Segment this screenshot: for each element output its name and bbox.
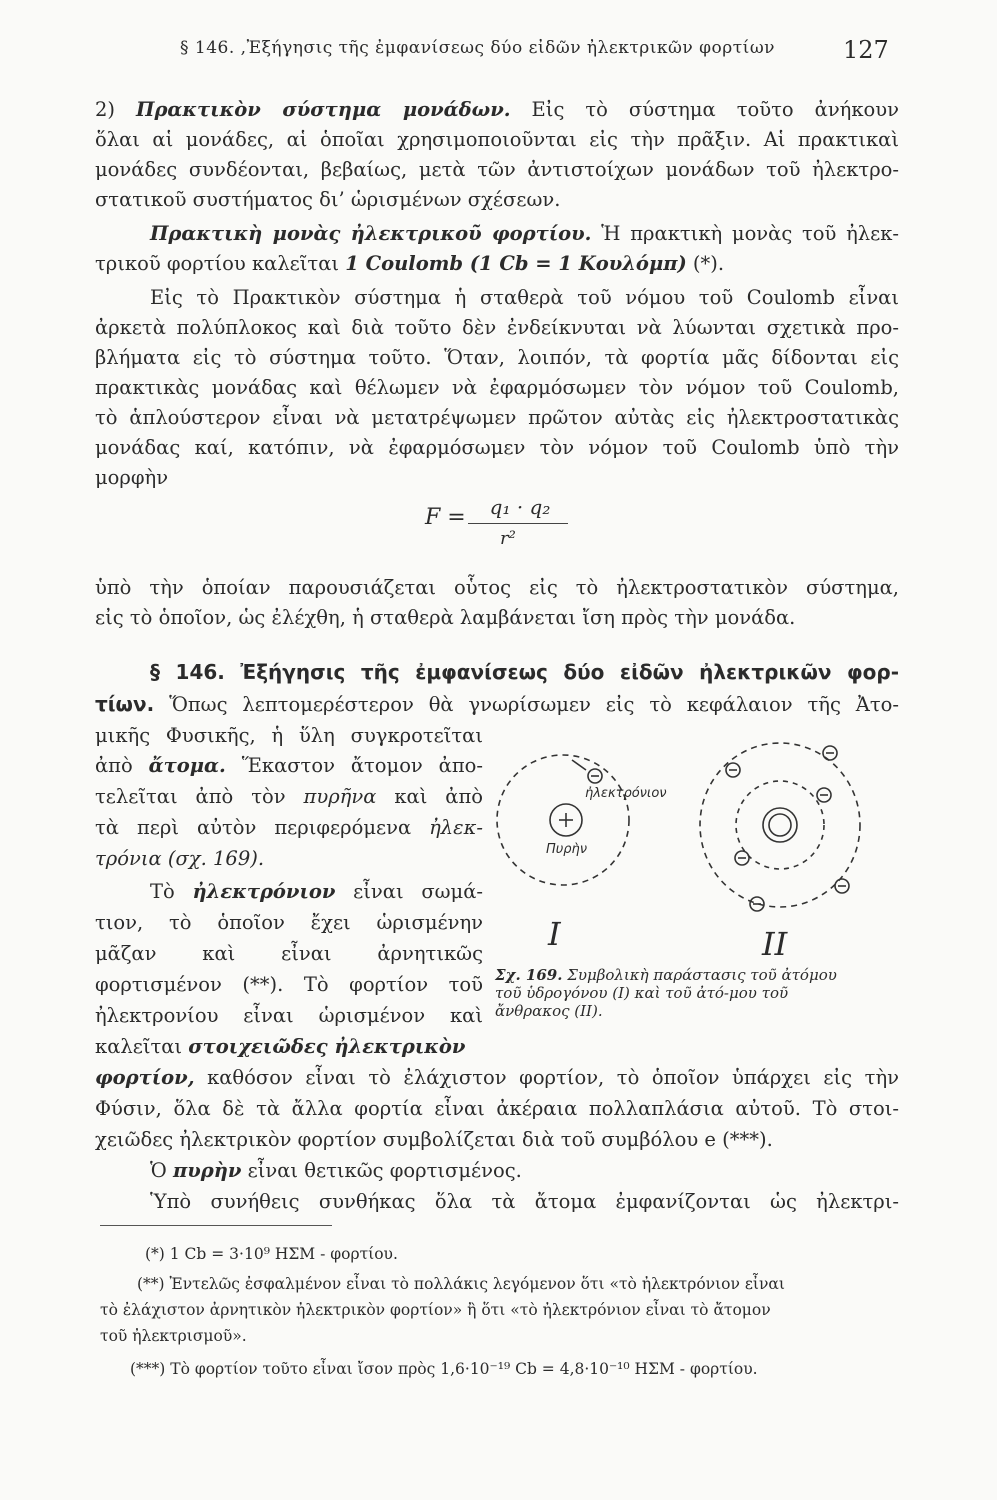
footnote-rule <box>100 1225 332 1226</box>
text-line: τρόνια (σχ. 169). <box>95 847 265 870</box>
text-line: φορτισμένον (**). Τὸ φορτίον τοῦ <box>95 973 483 996</box>
nucleus-II <box>763 808 797 842</box>
text-line: Φύσιν, ὅλα δὲ τὰ ἄλλα φορτία εἶναι ἀκέραια πολλαπλάσια αὐτοῦ. Τὸ στοι- <box>95 1097 899 1120</box>
running-header: § 146. ,Ἐξήγησις τῆς ἐμφανίσεως δύο εἰδῶν ἠλεκτρικῶν φορτίων <box>180 38 776 58</box>
text-line: τρικοῦ φορτίου καλεῖται 1 Coulomb (1 Cb = 1 Κουλόμπ) (*). <box>95 252 725 275</box>
text-line: Εἰς τὸ Πρακτικὸν σύστημα ἡ σταθερὰ τοῦ νόμου τοῦ Coulomb εἶναι <box>150 286 899 309</box>
text-line: μᾶζαν καὶ εἶναι ἀρνητικῶς <box>95 942 483 965</box>
text-line: ἀπὸ ἄτομα. Ἕκαστον ἄτομον ἀπο- <box>95 754 483 777</box>
atom-II-label: II <box>762 925 788 963</box>
text-line: μικῆς Φυσικῆς, ἡ ὕλη συγκροτεῖται <box>95 724 483 747</box>
text-line: βλήματα εἰς τὸ σύστημα τοῦτο. Ὅταν, λοιπόν, τὰ φορτία μᾶς δίδονται εἰς <box>95 346 899 369</box>
text-line: Πρακτικὴ μονὰς ἠλεκτρικοῦ φορτίου. Ἡ πρακτικὴ μονὰς τοῦ ἠλεκ- <box>150 222 899 245</box>
footnote-2: (**) Ἐντελῶς ἐσφαλμένον εἶναι τὸ πολλάκις λεγόμενον ὅτι «τὸ ἠλεκτρόνιον εἶναι <box>137 1275 785 1293</box>
formula-denominator: r² <box>500 528 516 549</box>
text-line: Ὑπὸ συνήθεις συνθήκας ὅλα τὰ ἄτομα ἐμφανίζονται ὡς ἠλεκτρι- <box>150 1190 899 1213</box>
text-line: στατικοῦ συστήματος δι’ ὡρισμένων σχέσεων. <box>95 188 561 211</box>
text-line: φορτίον, καθόσον εἶναι τὸ ἐλάχιστον φορτίον, τὸ ὁποῖον ὑπάρχει εἰς τὴν <box>95 1066 899 1089</box>
formula-numerator: q₁ · q₂ <box>489 495 551 519</box>
footnote-2-cont: τὸ ἐλάχιστον ἀρνητικὸν ἠλεκτρικὸν φορτίον» ἢ ὅτι «τὸ ἠλεκτρόνιον εἶναι τὸ ἄτομον <box>100 1301 771 1319</box>
footnote-3: (***) Τὸ φορτίον τοῦτο εἶναι ἴσον πρὸς 1,6·10⁻¹⁹ Cb = 4,8·10⁻¹⁰ ΗΣΜ - φορτίου. <box>130 1360 758 1378</box>
formula-lhs: F = <box>425 505 466 530</box>
page-number: 127 <box>843 36 889 64</box>
atom-I-hydrogen <box>497 755 629 885</box>
text-line: Ὁ πυρὴν εἶναι θετικῶς φορτισμένος. <box>150 1159 522 1182</box>
atom-II-carbon <box>700 743 860 911</box>
text-line: Τὸ ἠλεκτρόνιον εἶναι σωμά- <box>150 880 483 903</box>
text-line: χειῶδες ἠλεκτρικὸν φορτίον συμβολίζεται διὰ τοῦ συμβόλου e (***). <box>95 1128 773 1151</box>
figure-caption: Σχ. 169. Συμβολικὴ παράστασις τοῦ ἀτόμου τοῦ ὑδρογόνου (I) καὶ τοῦ ἀτό-μου τοῦ ἄνθρακος (II). <box>495 966 837 1020</box>
footnote-2-end: τοῦ ἠλεκτρισμοῦ». <box>100 1327 247 1345</box>
text-line: καλεῖται στοιχειῶδες ἠλεκτρικὸν <box>95 1035 466 1058</box>
text-line: πρακτικὰς μονάδας καὶ θέλωμεν νὰ ἐφαρμόσωμεν τὸν νόμον τοῦ Coulomb, <box>95 376 899 399</box>
label-electron: ἠλεκτρόνιον <box>585 786 667 801</box>
text-line: τελεῖται ἀπὸ τὸν πυρῆνα καὶ ἀπὸ <box>95 785 484 808</box>
section-heading: § 146. Ἐξήγησις τῆς ἐμφανίσεως δύο εἰδῶν ἠλεκτρικῶν φορ- <box>150 660 899 684</box>
text-line: ἠλεκτρονίου εἶναι ὡρισμένον καὶ <box>95 1004 483 1027</box>
text-line: 2) Πρακτικὸν σύστημα μονάδων. Εἰς τὸ σύστημα τοῦτο ἀνήκουν <box>95 98 899 121</box>
text-line: ὅλαι αἱ μονάδες, αἱ ὁποῖαι χρησιμοποιοῦνται εἰς τὴν πρᾶξιν. Αἱ πρακτικαὶ <box>95 128 899 151</box>
text-line: μονάδας καί, κατόπιν, νὰ ἐφαρμόσωμεν τὸν νόμον τοῦ Coulomb ὑπὸ τὴν <box>95 436 899 459</box>
text-line: μορφὴν <box>95 466 169 489</box>
text-line: τίων. Ὅπως λεπτομερέστερον θὰ γνωρίσωμεν εἰς τὸ κεφάλαιον τῆς Ἀτο- <box>95 692 899 716</box>
footnote-1: (*) 1 Cb = 3·10⁹ ΗΣΜ - φορτίου. <box>145 1245 398 1263</box>
text-line: τὸ ἁπλούστερον εἶναι νὰ μετατρέψωμεν πρῶτον αὐτὰς εἰς ἠλεκτροστατικὰς <box>95 406 899 429</box>
text-line: ὑπὸ τὴν ὁποίαν παρουσιάζεται οὗτος εἰς τὸ ἠλεκτροστατικὸν σύστημα, <box>95 576 899 599</box>
text-line: τὰ περὶ αὐτὸν περιφερόμενα ἠλεκ- <box>95 816 483 839</box>
label-nucleus: Πυρὴν <box>546 842 588 857</box>
text-line: ἀρκετὰ πολύπλοκος καὶ διὰ τοῦτο δὲν ἐνδείκνυται νὰ λύωνται σχετικὰ προ- <box>95 316 899 339</box>
text-line: τιον, τὸ ὁποῖον ἔχει ὡρισμένην <box>95 911 483 934</box>
atom-I-label: I <box>548 915 561 953</box>
text-line: μονάδες συνδέονται, βεβαίως, μετὰ τῶν ἀντιστοίχων μονάδων τοῦ ἠλεκτρο- <box>95 158 899 181</box>
text-line: εἰς τὸ ὁποῖον, ὡς ἐλέχθη, ἡ σταθερὰ λαμβάνεται ἴση πρὸς τὴν μονάδα. <box>95 606 796 629</box>
